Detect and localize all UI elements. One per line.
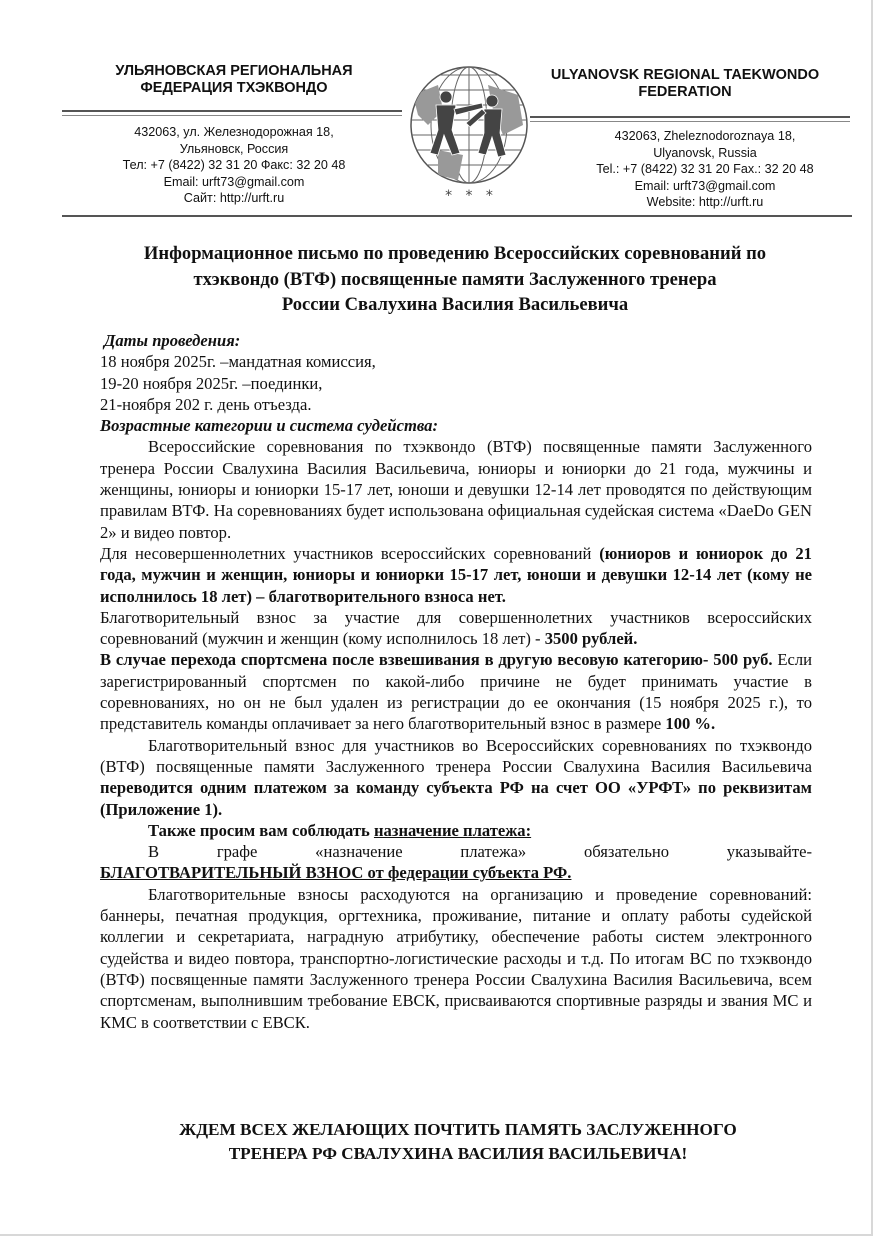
- header-divider-right: [530, 116, 850, 118]
- p6-underline: назначение платежа:: [373, 820, 532, 840]
- contact-block-en: [560, 128, 850, 211]
- taekwondo-globe-emblem-icon: [408, 55, 530, 207]
- org-name-en: [540, 67, 830, 101]
- closing-line2: ТРЕНЕРА РФ СВАЛУХИНА ВАСИЛИЯ ВАСИЛЬЕВИЧА!: [228, 1144, 688, 1163]
- letter-title-line3: России Свалухина Василия Васильевича: [281, 294, 629, 315]
- header-divider-left-thin: [62, 115, 402, 116]
- p5-bold: переводится одним платежом за команду субъекта РФ на счет ОО «УРФТ» по реквизитам (Приложение 1).: [100, 778, 812, 819]
- letter-body: [100, 330, 812, 1033]
- p2-bold: (юниоров и юниорок до 21 года, мужчин и женщин, юниоры и юниорки 15-17 лет, юноши и девушки 12-14 лет (кому не исполнилось 18 лет) – благотворительного взноса нет.: [100, 543, 812, 606]
- contact-block-ru: [92, 124, 376, 207]
- p4-text: Если зарегистрированный спортсмен по какой-либо причине не будет принимать участие в соревнованиях, но он не был удален из регистрации до ее окончания (15 ноября 2025 г.), то представитель команды оплачивает за него благотворительный взнос в размере: [100, 650, 812, 734]
- dates-line2: 19-20 ноября 2025г. –поединки,: [100, 373, 323, 393]
- letter-title-line1: Информационное письмо по проведению Всероссийских соревнований по: [143, 243, 767, 264]
- p4-bold: В случае перехода спортсмена после взвешивания в другую весовую категорию- 500 руб.: [100, 650, 773, 670]
- p5-text: Благотворительный взнос для участников во Всероссийских соревнованиях по тхэквондо (ВТФ) посвященные памяти Заслуженного тренера России Свалухина Василия Васильевича: [100, 735, 812, 776]
- p3-bold: 3500 рублей.: [544, 629, 638, 649]
- p6-bold: Также просим вам соблюдать: [148, 820, 374, 840]
- dates-line1: 18 ноября 2025г. –мандатная комиссия,: [100, 352, 376, 372]
- p7-word-1: В: [148, 842, 160, 862]
- categories-paragraph-4: [100, 649, 812, 734]
- header-divider-left: [62, 110, 402, 112]
- letter-title-line2: тхэквондо (ВТФ) посвященные памяти Заслуженного тренера: [193, 268, 717, 290]
- address-en-line2: Ulyanovsk, Russia: [653, 145, 757, 160]
- p7-word-3: «назначение: [315, 842, 403, 862]
- p4-bold2: 100 %.: [665, 714, 716, 734]
- phone-ru: Тел: +7 (8422) 32 31 20 Факс: 32 20 48: [122, 158, 346, 172]
- org-name-en-line1: ULYANOVSK REGIONAL TAEKWONDO: [550, 67, 820, 83]
- dates-heading: Даты проведения:: [104, 331, 241, 350]
- p7-word-6: указывайте-: [726, 842, 812, 862]
- svg-text:* * *: * * *: [445, 188, 493, 204]
- categories-paragraph-3: [100, 607, 812, 650]
- site-ru: Сайт: http://urft.ru: [183, 191, 285, 205]
- dates-line3: 21-ноября 202 г. день отъезда.: [100, 394, 312, 414]
- closing-call: [100, 1118, 816, 1166]
- categories-paragraph-8: Благотворительные взносы расходуются на организацию и проведение соревнований: баннеры, печатная продукция, оргтехника, проживание, питание и оплату работы судейской коллегии и секретариата, наградную атрибутику, обеспечение работы систем электронного судейства и видео повтора, транспортно-логистические расходы и т.д. По итогам ВС по тхэквондо (ВТФ) посвященные памяти Заслуженного тренера России Свалухина Василия Васильевича, всем спортсменам, выполнившим требование ЕВСК, присваиваются спортивные разряды и звания МС и КМС в соответствии с ЕВСК.: [100, 884, 812, 1032]
- address-ru-line1: 432063, ул. Железнодорожная 18,: [134, 125, 334, 139]
- p2-text: Для несовершеннолетних участников всероссийских соревнований: [100, 543, 600, 563]
- org-name-ru: [92, 63, 376, 97]
- p7-word-4: платежа»: [460, 842, 527, 862]
- email-en: Email: urft73@gmail.com: [634, 178, 776, 193]
- p7-bold: БЛАГОТВАРИТЕЛЬНЫЙ ВЗНОС от федерации субъекта РФ.: [100, 863, 572, 883]
- categories-paragraph-2: [100, 543, 812, 607]
- phone-en: Tel.: +7 (8422) 32 31 20 Fax.: 32 20 48: [596, 162, 814, 176]
- categories-paragraph-6: [100, 820, 812, 841]
- categories-paragraph-7b: [100, 862, 812, 883]
- header-bottom-divider: [62, 215, 852, 217]
- address-ru-line2: Ульяновск, Россия: [179, 141, 289, 156]
- categories-heading: Возрастные категории и система судейства:: [100, 416, 438, 436]
- header-divider-right-thin: [530, 121, 850, 122]
- closing-line1: ЖДЕМ ВСЕХ ЖЕЛАЮЩИХ ПОЧТИТЬ ПАМЯТЬ ЗАСЛУЖЕННОГО: [179, 1120, 737, 1139]
- p7-word-5: обязательно: [583, 842, 670, 862]
- p7-word-2: графе: [216, 842, 258, 862]
- org-name-ru-line1: УЛЬЯНОВСКАЯ РЕГИОНАЛЬНАЯ: [115, 63, 353, 79]
- categories-paragraph-5: [100, 735, 812, 820]
- letter-title: [60, 241, 850, 318]
- p3-text: Благотворительный взнос за участие для совершеннолетних участников всероссийских соревнований (мужчин и женщин (кому исполнилось 18 лет) -: [100, 607, 812, 649]
- categories-paragraph-7: [100, 841, 812, 862]
- address-en-line1: 432063, Zheleznodoroznaya 18,: [614, 129, 796, 143]
- org-name-en-line2: FEDERATION: [638, 84, 732, 100]
- org-name-ru-line2: ФЕДЕРАЦИЯ ТХЭКВОНДО: [140, 80, 328, 96]
- categories-paragraph-1: Всероссийские соревнования по тхэквондо (ВТФ) посвященные памяти Заслуженного тренера России Свалухина Василия Васильевича, юниоры и юниорки до 21 года, мужчины и женщины, юниоры и юниорки 15-17 лет, юноши и девушки 12-14 лет проводятся по действующим правилам ВТФ. На соревнованиях будет использована официальная судейская система «DaeDo GEN 2» и видео повтор.: [100, 437, 812, 542]
- site-en: Website: http://urft.ru: [646, 195, 764, 209]
- email-ru: Email: urft73@gmail.com: [163, 174, 305, 189]
